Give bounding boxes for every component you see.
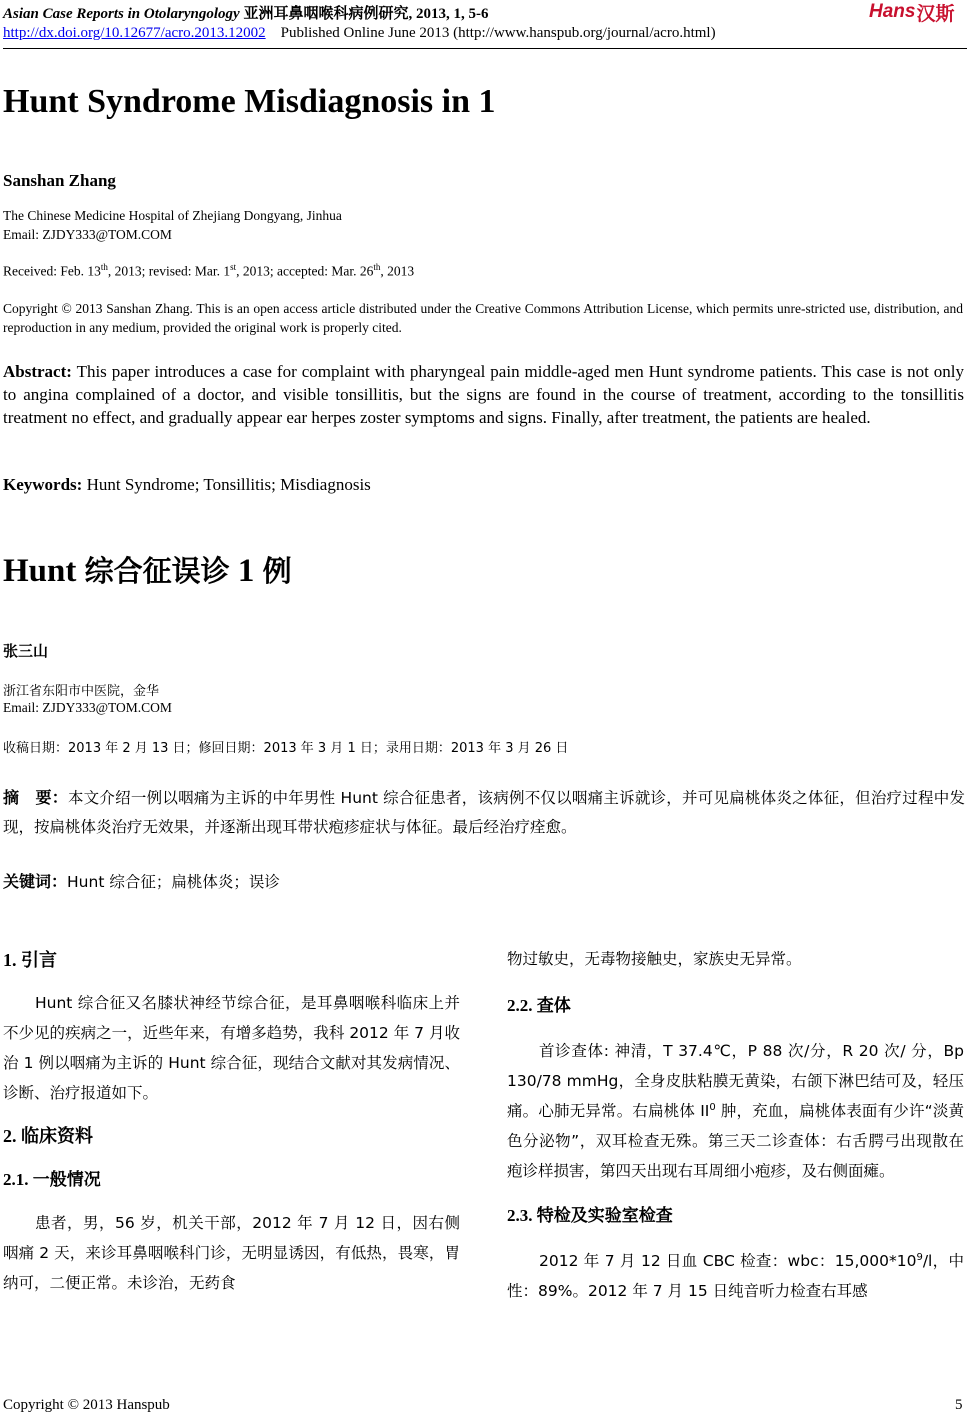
body-column-right [507,944,964,1306]
paragraph-examination [507,1036,964,1186]
exam-text: 首诊查体: 神清，T 37.4℃，P 88 次/分，R 20 次/ 分，Bp 130/78 mmHg，全身皮肤粘膜无黄染，右颌下淋巴结可及，轻压痛。心肺无异常。右扁桃体 II [507,1042,964,1120]
keywords-text-en: Hunt Syndrome; Tonsillitis; Misdiagnosis [82,475,371,494]
logo-text-en: Hans [869,1,916,22]
section-title: 查体 [536,996,571,1016]
section-number: 1. [3,950,21,970]
logo-text-cn: 汉斯 [916,2,955,25]
hans-logo [869,0,965,24]
title-cn-part: Hunt [3,553,85,589]
ordinal-sup: th [373,262,381,272]
keywords-text-cn: Hunt 综合征；扁桃体炎；误诊 [67,873,280,891]
paragraph-introduction: Hunt 综合征又名膝状神经节综合征，是耳鼻咽喉科临床上并不少见的疾病之一，近些年来，有增多趋势，我科 2012 年 7 月收治 1 例以咽痛为主诉的 Hunt 综合征，现结合文献对其发病情况、诊断、治疗报道如下。 [3,994,460,1102]
ordinal-sup: th [100,262,108,272]
section-heading-1 [3,944,460,976]
page-number: 5 [955,1397,963,1413]
copyright-statement: Copyright © 2013 Sanshan Zhang. This is an open access article distributed under the Creative Commons Attribution License, which permits unre-stricted use, distribution, and reproduction in any medium, provided the original work is properly cited. [3,301,963,335]
keywords-label-en: Keywords: [3,475,83,494]
paragraph-lab-tests [507,1246,964,1306]
keywords-label-cn: 关键词： [3,872,68,891]
accepted-text: , 2013; accepted: Mar. 26 [236,263,374,279]
doi-line [3,25,716,42]
header-divider [3,48,967,49]
article-title-en: Hunt Syndrome Misdiagnosis in 1 [3,83,496,120]
journal-name-cn: 亚洲耳鼻咽喉科病例研究 [243,4,409,22]
received-dates-en [3,262,414,280]
section-title: 引言 [21,950,57,971]
abstract-label-en: Abstract: [3,362,72,381]
lab-text: 2012 年 7 月 12 日血 CBC 检查：wbc：15,000*10 [539,1252,917,1270]
abstract-label-cn: 摘 要： [3,788,68,807]
dates-cn: 收稿日期：2013 年 2 月 13 日；修回日期：2013 年 3 月 1 日；录用日期：2013 年 3 月 26 日 [3,741,569,756]
affiliation-cn: 浙江省东阳市中医院，金华 [3,684,160,699]
section-number: 2.2. [507,996,537,1015]
title-cn-part: 综合征误诊 [84,554,230,588]
author-name-en: Sanshan Zhang [3,171,116,190]
email-en: Email: ZJDY333@TOM.COM [3,227,172,242]
subsection-heading-2-1 [3,1164,460,1196]
title-cn-part: 例 [262,554,292,588]
ordinal-sup: st [230,262,237,272]
article-title-cn [3,549,292,590]
subsection-heading-2-2 [507,990,964,1022]
paragraph-general-info-continued: 物过敏史，无毒物接触史，家族史无异常。 [507,950,802,968]
lab-sup: 9 [916,1251,923,1263]
title-cn-part: 1 [229,553,263,589]
section-number: 2.3. [507,1206,537,1225]
author-name-cn: 张三山 [3,642,49,660]
year-text: , 2013 [380,263,415,279]
revised-text: , 2013; revised: Mar. 1 [107,263,231,279]
body-column-left [3,944,460,1298]
published-info: Published Online June 2013 (http://www.hanspub.org/journal/acro.html) [280,25,716,41]
lab-text: /l，中性：89%。2012 年 7 月 15 日纯音听力检查右耳感 [507,1252,965,1300]
email-cn: Email: ZJDY333@TOM.COM [3,700,172,715]
volume-info: , 2013, 1, 5-6 [408,6,489,22]
paragraph-general-info: 患者，男，56 岁，机关干部，2012 年 7 月 12 日，因右侧咽痛 2 天，来诊耳鼻咽喉科门诊，无明显诱因，有低热，畏寒，胃纳可，二便正常。未诊治，无药食 [3,1214,460,1292]
section-title: 临床资料 [21,1126,93,1147]
exam-sup: 0 [709,1101,716,1113]
section-number: 2.1. [3,1170,33,1189]
journal-name-en: Asian Case Reports in Otolaryngology [3,6,240,22]
section-heading-2 [3,1120,460,1152]
received-text: Received: Feb. 13 [3,263,101,279]
abstract-cn [3,783,965,842]
abstract-text-cn: 本文介绍一例以咽痛为主诉的中年男性 Hunt 综合征患者，该病例不仅以咽痛主诉就诊，并可见扁桃体炎之体征，但治疗过程中发现，按扁桃体炎治疗无效果，并逐渐出现耳带状疱疹症状与体征。最后经治疗痊愈。 [3,789,965,836]
subsection-heading-2-3 [507,1200,964,1232]
doi-link[interactable]: http://dx.doi.org/10.12677/acro.2013.12002 [3,25,266,41]
keywords-en [3,475,371,495]
journal-citation [3,2,488,23]
abstract-en [3,360,964,429]
exam-text: 肿，充血，扁桃体表面有少许“淡黄色分泌物”，双耳检查无殊。第三天二诊查体：右舌腭弓出现散在疱诊样损害，第四天出现右耳周细小疱疹，及右侧面瘫。 [507,1102,964,1180]
footer-copyright: Copyright © 2013 Hanspub [3,1397,170,1413]
abstract-text-en: This paper introduces a case for complaint with pharyngeal pain middle-aged men Hunt syndrome patients. This case is not only to angina complained of a doctor, and visible tonsillitis, but the signs are found in the course of treatment, according to the tonsillitis treatment no effect, and gradually appear ear herpes zoster symptoms and signs. Finally, after treatment, the patients are healed. [3,362,964,427]
section-number: 2. [3,1126,21,1146]
section-title: 一般情况 [32,1170,101,1190]
section-title: 特检及实验室检查 [536,1206,673,1226]
keywords-cn [3,869,280,892]
affiliation-en: The Chinese Medicine Hospital of Zhejiang Dongyang, Jinhua [3,208,342,223]
